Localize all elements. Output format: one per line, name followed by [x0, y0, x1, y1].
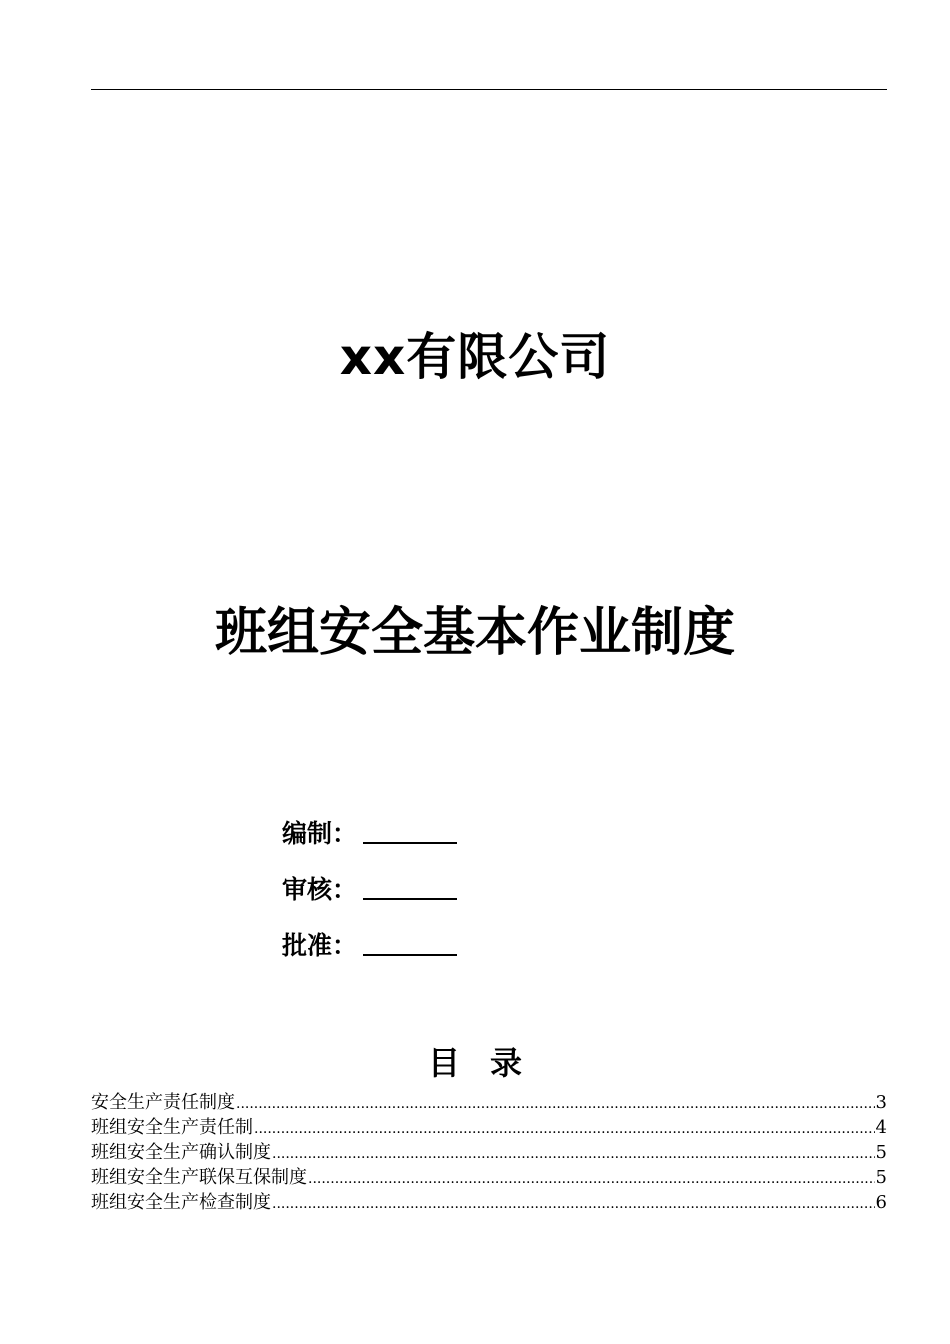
toc-entry-label: 班组安全生产联保互保制度 [91, 1167, 307, 1188]
toc-entry[interactable] [91, 1190, 887, 1215]
toc-entry-page: 5 [875, 1142, 887, 1163]
signature-row-reviewed [282, 854, 457, 910]
document-title: 班组安全基本作业制度 [214, 603, 735, 663]
toc-entry-page: 6 [875, 1192, 887, 1213]
toc-leader-dots [254, 1117, 875, 1142]
toc-leader-dots [236, 1092, 875, 1117]
toc-entry-label: 班组安全生产确认制度 [91, 1142, 271, 1163]
signature-blank[interactable] [363, 842, 457, 844]
signature-row-approved [282, 910, 457, 966]
toc-entry[interactable] [91, 1090, 887, 1115]
toc-entry-page: 5 [875, 1167, 887, 1188]
toc-entry[interactable] [91, 1115, 887, 1140]
toc-entry-page: 4 [875, 1117, 887, 1138]
toc-leader-dots [272, 1142, 875, 1167]
signature-row-compiled [282, 798, 457, 854]
toc-entry-label: 安全生产责任制度 [91, 1092, 235, 1113]
toc-heading: 目录 [427, 1044, 552, 1082]
toc-entry-label: 班组安全生产责任制 [91, 1117, 253, 1138]
toc-leader-dots [308, 1167, 875, 1192]
signature-label: 审核： [282, 875, 358, 904]
company-title: xx有限公司 [339, 328, 611, 386]
toc-entry-page: 3 [875, 1092, 887, 1113]
signature-label: 批准： [282, 931, 358, 960]
signature-label: 编制： [282, 819, 358, 848]
signature-block [282, 798, 457, 966]
toc-entry[interactable] [91, 1165, 887, 1190]
signature-blank[interactable] [363, 954, 457, 956]
toc-leader-dots [272, 1192, 875, 1217]
toc-entry[interactable] [91, 1140, 887, 1165]
toc-entry-label: 班组安全生产检查制度 [91, 1192, 271, 1213]
signature-blank[interactable] [363, 898, 457, 900]
table-of-contents [91, 1090, 887, 1215]
header-rule [91, 89, 887, 90]
